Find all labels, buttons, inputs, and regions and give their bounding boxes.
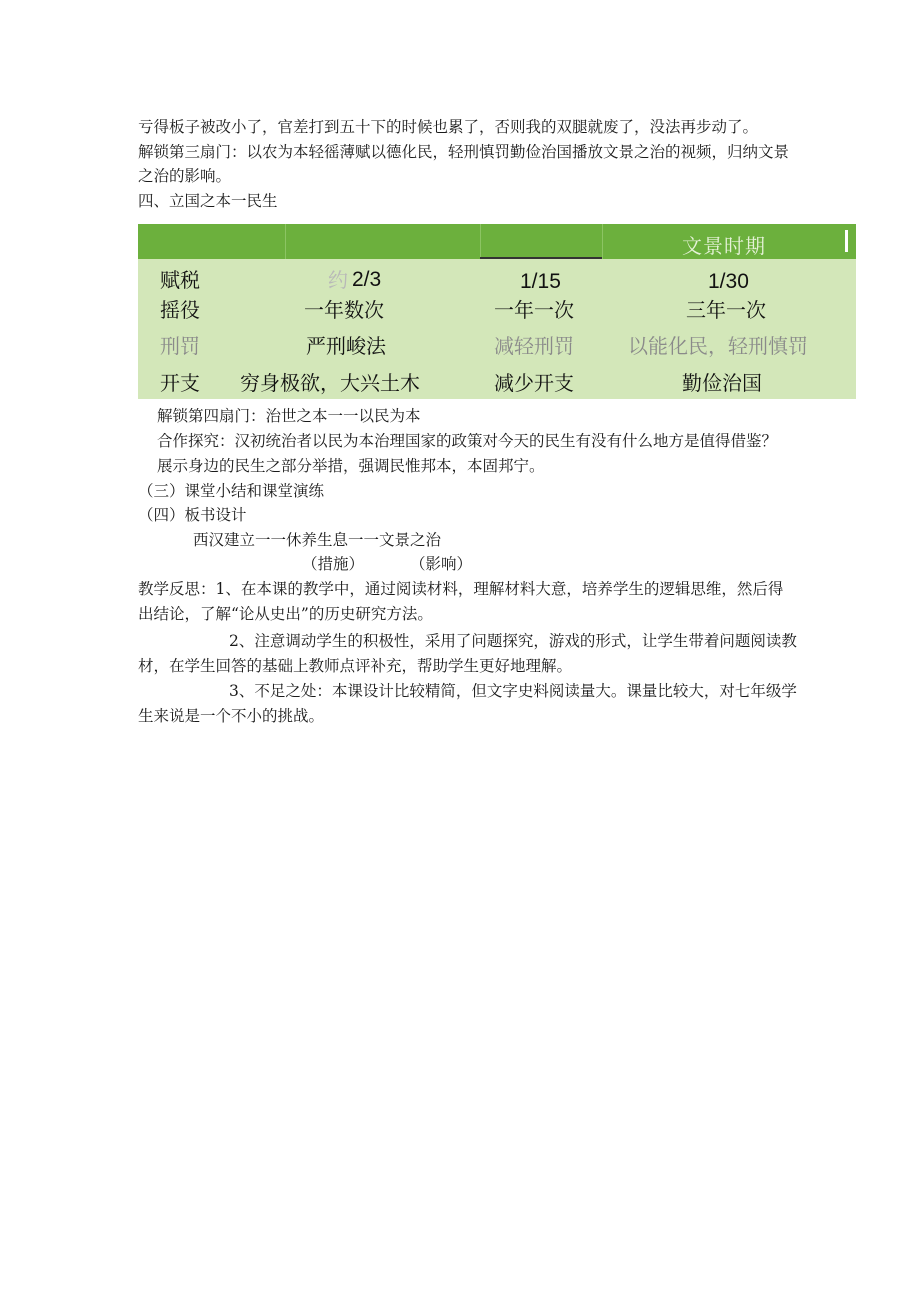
policy-comparison-table bbox=[138, 224, 856, 399]
table-header-bar bbox=[138, 224, 856, 259]
cell-penalty-c3: 以能化民，轻刑慎罚 bbox=[628, 334, 808, 358]
row-label-penalty: 刑罚 bbox=[160, 334, 200, 358]
cell-labor-c3: 三年一次 bbox=[686, 298, 766, 322]
period-label: 文景时期 bbox=[682, 234, 766, 258]
intro-line-2: 解锁第三扇门：以农为本轻徭薄赋以德化民，轻刑慎罚勤俭治国播放文景之治的视频，归纳文景 bbox=[138, 143, 790, 161]
cell-tax-c3: 1/30 bbox=[708, 270, 749, 293]
reflection-line-2: 出结论，了解“论从史出”的历史研究方法。 bbox=[138, 605, 433, 623]
reflection-line-1: 教学反思：1、在本课的教学中，通过阅读材料，理解材料大意，培养学生的逻辑思维，然后得 bbox=[138, 580, 784, 598]
section-board-design-heading: （四）板书设计 bbox=[138, 506, 247, 524]
cooperative-inquiry: 合作探究：汉初统治者以民为本治理国家的政策对今天的民生有没有什么地方是值得借鉴？ bbox=[157, 432, 778, 450]
reflection-line-5: 3、不足之处：本课设计比较精简，但文字史料阅读量大。课量比较大，对七年级学 bbox=[229, 682, 797, 700]
cell-labor-c2: 一年一次 bbox=[494, 298, 574, 322]
section-summary-heading: （三）课堂小结和课堂演练 bbox=[138, 482, 325, 500]
cell-tax-c1: 2/3 bbox=[352, 268, 382, 291]
cell-penalty-c2: 减轻刑罚 bbox=[494, 334, 574, 358]
reflection-line-6: 生来说是一个不小的挑战。 bbox=[138, 707, 325, 725]
cell-penalty-c1: 严刑峻法 bbox=[306, 334, 386, 358]
row-label-labor: 摇役 bbox=[160, 298, 200, 322]
header-underline bbox=[480, 257, 602, 259]
cell-expense-c2: 减少开支 bbox=[494, 371, 574, 395]
intro-line-1: 亏得板子被改小了，官差打到五十下的时候也累了，否则我的双腿就废了，没法再步动了。 bbox=[138, 118, 759, 136]
row-label-tax: 赋税 bbox=[160, 268, 200, 292]
board-label-impact: （影响） bbox=[410, 555, 473, 573]
header-divider bbox=[285, 224, 286, 259]
cell-tax-c2: 1/15 bbox=[520, 270, 561, 293]
intro-line-3: 之治的影响。 bbox=[138, 167, 232, 185]
header-divider bbox=[602, 224, 603, 259]
section-heading-4: 四、立国之本一民生 bbox=[138, 192, 278, 210]
unlock-door-4: 解锁第四扇门：治世之本一一以民为本 bbox=[157, 407, 421, 425]
header-bar-mark bbox=[845, 230, 848, 252]
cell-tax-prefix: 约 bbox=[328, 268, 348, 292]
reflection-line-4: 材，在学生回答的基础上教师点评补充，帮助学生更好地理解。 bbox=[138, 657, 573, 675]
livelihood-measures: 展示身边的民生之部分举措，强调民惟邦本，本固邦宁。 bbox=[157, 457, 545, 475]
cell-labor-c1: 一年数次 bbox=[304, 298, 384, 322]
board-label-measures: （措施） bbox=[302, 555, 365, 573]
row-label-expense: 开支 bbox=[160, 371, 200, 395]
reflection-line-3: 2、注意调动学生的积极性，采用了问题探究，游戏的形式，让学生带着问题阅读教 bbox=[229, 632, 797, 650]
cell-expense-c1: 穷身极欲，大兴土木 bbox=[240, 371, 420, 395]
header-divider bbox=[480, 224, 481, 259]
board-design-chain: 西汉建立一一休养生息一一文景之治 bbox=[193, 531, 442, 549]
cell-expense-c3: 勤俭治国 bbox=[682, 371, 762, 395]
